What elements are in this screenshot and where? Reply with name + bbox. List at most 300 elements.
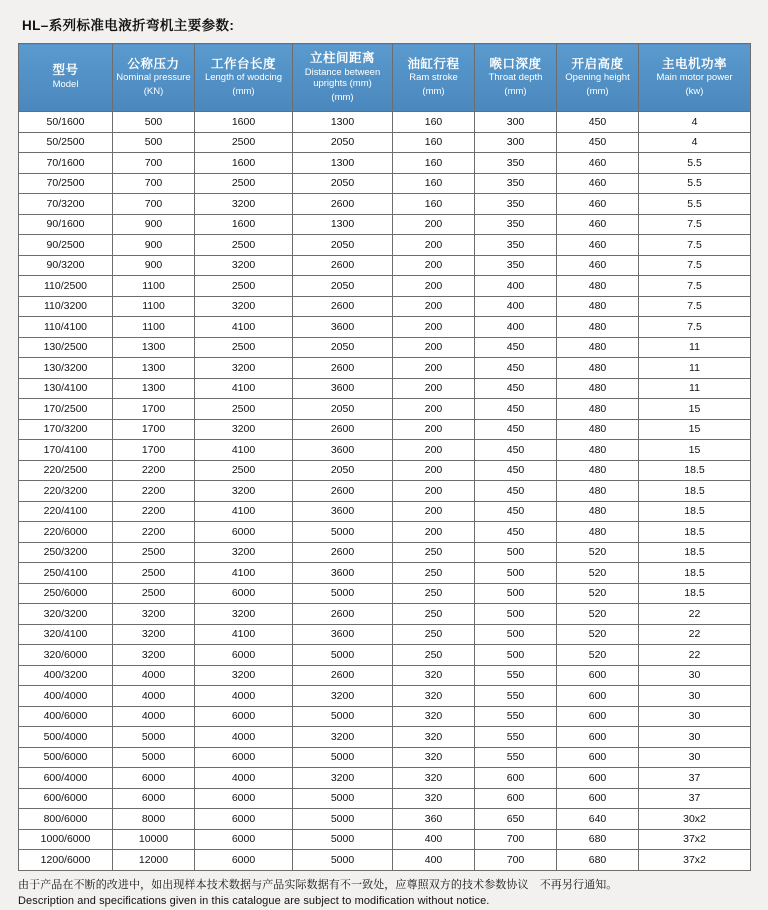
- cell-model: 800/6000: [19, 809, 113, 830]
- table-cell: 30: [639, 706, 751, 727]
- table-cell: 3200: [113, 645, 195, 666]
- table-cell: 680: [557, 850, 639, 871]
- table-cell: 2600: [293, 358, 393, 379]
- cell-model: 70/3200: [19, 194, 113, 215]
- table-cell: 2050: [293, 276, 393, 297]
- table-cell: 200: [393, 235, 475, 256]
- table-cell: 3600: [293, 501, 393, 522]
- table-cell: 550: [475, 686, 557, 707]
- header-unit: (mm): [422, 86, 445, 98]
- cell-model: 90/3200: [19, 255, 113, 276]
- table-cell: 5000: [113, 747, 195, 768]
- table-cell: 500: [475, 645, 557, 666]
- column-header-model: [19, 44, 113, 112]
- table-cell: 320: [393, 727, 475, 748]
- header-en: Model: [52, 78, 79, 90]
- table-cell: 5.5: [639, 153, 751, 174]
- table-cell: 3600: [293, 624, 393, 645]
- column-header-ram-stroke: [393, 44, 475, 112]
- table-cell: 7.5: [639, 255, 751, 276]
- table-cell: 5.5: [639, 194, 751, 215]
- table-cell: 160: [393, 173, 475, 194]
- table-cell: 450: [475, 337, 557, 358]
- table-cell: 200: [393, 501, 475, 522]
- header-en: Throat depth: [488, 72, 543, 84]
- table-cell: 3200: [195, 194, 293, 215]
- table-cell: 1300: [293, 153, 393, 174]
- table-cell: 1300: [113, 358, 195, 379]
- table-cell: 30: [639, 727, 751, 748]
- cell-model: 170/4100: [19, 440, 113, 461]
- cell-model: 220/2500: [19, 460, 113, 481]
- table-cell: 1300: [293, 112, 393, 133]
- table-cell: 700: [475, 850, 557, 871]
- table-cell: 4100: [195, 501, 293, 522]
- table-cell: 320: [393, 706, 475, 727]
- table-cell: 37x2: [639, 850, 751, 871]
- cell-model: 70/2500: [19, 173, 113, 194]
- table-cell: 200: [393, 358, 475, 379]
- table-cell: 200: [393, 317, 475, 338]
- table-cell: 4: [639, 112, 751, 133]
- table-row: [19, 624, 751, 645]
- table-cell: 600: [557, 686, 639, 707]
- table-cell: 2050: [293, 399, 393, 420]
- table-cell: 700: [113, 173, 195, 194]
- table-cell: 200: [393, 296, 475, 317]
- table-row: [19, 173, 751, 194]
- table-row: [19, 440, 751, 461]
- table-cell: 4100: [195, 378, 293, 399]
- table-cell: 200: [393, 378, 475, 399]
- table-cell: 7.5: [639, 296, 751, 317]
- table-cell: 5000: [293, 788, 393, 809]
- table-row: [19, 788, 751, 809]
- table-cell: 250: [393, 645, 475, 666]
- header-unit: (mm): [504, 86, 527, 98]
- table-cell: 520: [557, 604, 639, 625]
- header-unit: (kw): [685, 86, 704, 98]
- table-row: [19, 481, 751, 502]
- table-cell: 6000: [195, 706, 293, 727]
- specifications-table: [18, 43, 751, 871]
- table-cell: 3200: [195, 542, 293, 563]
- cell-model: 320/4100: [19, 624, 113, 645]
- table-cell: 11: [639, 358, 751, 379]
- cell-model: 1200/6000: [19, 850, 113, 871]
- table-cell: 480: [557, 419, 639, 440]
- table-cell: 450: [557, 112, 639, 133]
- cell-model: 500/4000: [19, 727, 113, 748]
- table-cell: 5.5: [639, 173, 751, 194]
- cell-model: 110/3200: [19, 296, 113, 317]
- table-cell: 4100: [195, 563, 293, 584]
- table-cell: 650: [475, 809, 557, 830]
- cell-model: 50/2500: [19, 132, 113, 153]
- table-cell: 480: [557, 337, 639, 358]
- cell-model: 400/6000: [19, 706, 113, 727]
- table-cell: 450: [475, 460, 557, 481]
- cell-model: 220/3200: [19, 481, 113, 502]
- table-cell: 460: [557, 173, 639, 194]
- table-cell: 600: [557, 665, 639, 686]
- table-cell: 11: [639, 337, 751, 358]
- table-cell: 320: [393, 768, 475, 789]
- cell-model: 130/4100: [19, 378, 113, 399]
- table-row: [19, 501, 751, 522]
- table-cell: 700: [475, 829, 557, 850]
- table-cell: 1700: [113, 399, 195, 420]
- table-row: [19, 727, 751, 748]
- table-cell: 6000: [113, 788, 195, 809]
- table-cell: 18.5: [639, 460, 751, 481]
- cell-model: 250/4100: [19, 563, 113, 584]
- table-cell: 11: [639, 378, 751, 399]
- table-cell: 3600: [293, 440, 393, 461]
- table-cell: 4100: [195, 624, 293, 645]
- table-cell: 480: [557, 440, 639, 461]
- table-cell: 5000: [293, 809, 393, 830]
- table-cell: 2600: [293, 665, 393, 686]
- table-cell: 460: [557, 153, 639, 174]
- cell-model: 170/2500: [19, 399, 113, 420]
- table-cell: 3200: [195, 665, 293, 686]
- table-cell: 3600: [293, 563, 393, 584]
- cell-model: 320/6000: [19, 645, 113, 666]
- table-cell: 500: [113, 112, 195, 133]
- table-row: [19, 358, 751, 379]
- table-cell: 37: [639, 768, 751, 789]
- table-cell: 2200: [113, 460, 195, 481]
- table-cell: 2500: [195, 399, 293, 420]
- table-cell: 15: [639, 440, 751, 461]
- header-cn: 主电机功率: [661, 56, 727, 71]
- cell-model: 500/6000: [19, 747, 113, 768]
- cell-model: 1000/6000: [19, 829, 113, 850]
- table-cell: 18.5: [639, 501, 751, 522]
- header-cn: 立柱间距离: [309, 51, 375, 66]
- table-cell: 6000: [113, 768, 195, 789]
- column-header-opening-height: [557, 44, 639, 112]
- footnote-en: Description and specifications given in this catalogue are subject to modification without notice.: [18, 895, 490, 907]
- table-cell: 600: [557, 788, 639, 809]
- cell-model: 90/2500: [19, 235, 113, 256]
- table-row: [19, 563, 751, 584]
- table-cell: 2200: [113, 501, 195, 522]
- table-cell: 640: [557, 809, 639, 830]
- table-cell: 520: [557, 583, 639, 604]
- table-cell: 18.5: [639, 542, 751, 563]
- column-header-throat-depth: [475, 44, 557, 112]
- header-row: [19, 44, 751, 112]
- table-cell: 250: [393, 563, 475, 584]
- table-cell: 3200: [113, 624, 195, 645]
- table-cell: 900: [113, 255, 195, 276]
- table-cell: 250: [393, 624, 475, 645]
- table-cell: 400: [475, 296, 557, 317]
- table-cell: 480: [557, 399, 639, 420]
- table-cell: 37x2: [639, 829, 751, 850]
- table-header: [19, 44, 751, 112]
- table-cell: 6000: [195, 522, 293, 543]
- table-cell: 1300: [293, 214, 393, 235]
- table-cell: 480: [557, 522, 639, 543]
- table-cell: 450: [475, 399, 557, 420]
- table-cell: 400: [393, 850, 475, 871]
- table-cell: 900: [113, 214, 195, 235]
- header-en: Opening height: [565, 72, 630, 84]
- table-cell: 550: [475, 747, 557, 768]
- table-cell: 300: [475, 112, 557, 133]
- cell-model: 250/3200: [19, 542, 113, 563]
- table-row: [19, 153, 751, 174]
- table-cell: 1700: [113, 440, 195, 461]
- table-cell: 5000: [293, 522, 393, 543]
- table-cell: 1100: [113, 317, 195, 338]
- table-cell: 250: [393, 542, 475, 563]
- table-cell: 450: [557, 132, 639, 153]
- table-cell: 350: [475, 235, 557, 256]
- cell-model: 110/2500: [19, 276, 113, 297]
- table-cell: 200: [393, 255, 475, 276]
- table-cell: 18.5: [639, 522, 751, 543]
- table-cell: 200: [393, 440, 475, 461]
- table-cell: 12000: [113, 850, 195, 871]
- page-title: HL–系列标准电液折弯机主要参数:: [22, 18, 235, 33]
- table-cell: 6000: [195, 788, 293, 809]
- table-cell: 200: [393, 214, 475, 235]
- table-cell: 5000: [113, 727, 195, 748]
- table-cell: 4000: [113, 706, 195, 727]
- header-unit: (mm): [586, 86, 609, 98]
- table-cell: 3200: [195, 358, 293, 379]
- table-cell: 2500: [195, 132, 293, 153]
- table-cell: 5000: [293, 850, 393, 871]
- table-cell: 320: [393, 686, 475, 707]
- table-cell: 2200: [113, 481, 195, 502]
- table-cell: 350: [475, 173, 557, 194]
- table-cell: 500: [475, 563, 557, 584]
- table-row: [19, 296, 751, 317]
- table-row: [19, 419, 751, 440]
- cell-model: 250/6000: [19, 583, 113, 604]
- table-cell: 450: [475, 419, 557, 440]
- header-en: Main motor power: [656, 72, 733, 84]
- table-cell: 500: [475, 542, 557, 563]
- table-cell: 18.5: [639, 563, 751, 584]
- table-cell: 8000: [113, 809, 195, 830]
- table-cell: 400: [475, 276, 557, 297]
- table-row: [19, 214, 751, 235]
- table-cell: 600: [475, 788, 557, 809]
- table-cell: 520: [557, 645, 639, 666]
- table-cell: 10000: [113, 829, 195, 850]
- table-cell: 480: [557, 378, 639, 399]
- table-cell: 5000: [293, 583, 393, 604]
- table-cell: 6000: [195, 747, 293, 768]
- table-cell: 3200: [113, 604, 195, 625]
- table-cell: 2500: [195, 276, 293, 297]
- table-cell: 2050: [293, 337, 393, 358]
- cell-model: 130/2500: [19, 337, 113, 358]
- header-cn: 公称压力: [127, 56, 180, 71]
- table-cell: 500: [475, 583, 557, 604]
- table-cell: 22: [639, 604, 751, 625]
- table-cell: 2050: [293, 173, 393, 194]
- table-cell: 450: [475, 501, 557, 522]
- cell-model: 400/4000: [19, 686, 113, 707]
- table-cell: 30: [639, 747, 751, 768]
- table-cell: 200: [393, 276, 475, 297]
- table-row: [19, 768, 751, 789]
- table-cell: 3200: [195, 255, 293, 276]
- table-cell: 2500: [113, 542, 195, 563]
- table-cell: 1600: [195, 112, 293, 133]
- table-cell: 2600: [293, 604, 393, 625]
- table-cell: 450: [475, 522, 557, 543]
- table-cell: 22: [639, 624, 751, 645]
- header-en: Distance between uprights (mm): [304, 66, 381, 89]
- table-cell: 3200: [293, 768, 393, 789]
- table-cell: 480: [557, 481, 639, 502]
- table-cell: 30: [639, 665, 751, 686]
- table-cell: 2600: [293, 419, 393, 440]
- header-cn: 喉口深度: [489, 56, 542, 71]
- table-cell: 2500: [195, 235, 293, 256]
- table-cell: 360: [393, 809, 475, 830]
- table-cell: 480: [557, 296, 639, 317]
- table-row: [19, 747, 751, 768]
- header-en: Length of wodcing: [204, 72, 283, 84]
- table-cell: 1300: [113, 337, 195, 358]
- cell-model: 170/3200: [19, 419, 113, 440]
- table-cell: 300: [475, 132, 557, 153]
- cell-model: 220/4100: [19, 501, 113, 522]
- table-cell: 520: [557, 624, 639, 645]
- table-row: [19, 194, 751, 215]
- header-unit: (KN): [143, 86, 164, 98]
- table-cell: 37: [639, 788, 751, 809]
- table-row: [19, 645, 751, 666]
- table-cell: 2600: [293, 255, 393, 276]
- cell-model: 400/3200: [19, 665, 113, 686]
- table-cell: 400: [393, 829, 475, 850]
- table-cell: 6000: [195, 829, 293, 850]
- table-cell: 550: [475, 665, 557, 686]
- table-cell: 480: [557, 460, 639, 481]
- table-cell: 480: [557, 317, 639, 338]
- table-row: [19, 522, 751, 543]
- cell-model: 90/1600: [19, 214, 113, 235]
- table-cell: 3200: [195, 296, 293, 317]
- table-cell: 7.5: [639, 214, 751, 235]
- table-cell: 500: [475, 624, 557, 645]
- table-cell: 320: [393, 788, 475, 809]
- table-cell: 1600: [195, 153, 293, 174]
- table-cell: 1700: [113, 419, 195, 440]
- table-row: [19, 255, 751, 276]
- table-cell: 320: [393, 747, 475, 768]
- table-row: [19, 665, 751, 686]
- table-cell: 4000: [113, 665, 195, 686]
- table-body: [19, 112, 751, 871]
- table-row: [19, 706, 751, 727]
- column-header-distance-between-uprights: [293, 44, 393, 112]
- table-cell: 600: [557, 706, 639, 727]
- column-header-table-length: [195, 44, 293, 112]
- table-cell: 520: [557, 563, 639, 584]
- cell-model: 320/3200: [19, 604, 113, 625]
- table-row: [19, 583, 751, 604]
- table-cell: 160: [393, 153, 475, 174]
- table-row: [19, 276, 751, 297]
- table-cell: 480: [557, 276, 639, 297]
- cell-model: 600/4000: [19, 768, 113, 789]
- table-cell: 160: [393, 132, 475, 153]
- table-cell: 350: [475, 153, 557, 174]
- table-cell: 480: [557, 358, 639, 379]
- table-cell: 6000: [195, 645, 293, 666]
- table-cell: 600: [557, 768, 639, 789]
- table-cell: 400: [475, 317, 557, 338]
- header-cn: 油缸行程: [407, 56, 460, 71]
- table-cell: 2500: [195, 337, 293, 358]
- table-cell: 160: [393, 194, 475, 215]
- table-cell: 30: [639, 686, 751, 707]
- table-row: [19, 317, 751, 338]
- table-cell: 18.5: [639, 481, 751, 502]
- table-cell: 200: [393, 481, 475, 502]
- table-cell: 6000: [195, 850, 293, 871]
- table-row: [19, 604, 751, 625]
- table-cell: 4000: [195, 727, 293, 748]
- table-cell: 460: [557, 235, 639, 256]
- table-cell: 1100: [113, 276, 195, 297]
- table-cell: 2500: [113, 563, 195, 584]
- table-cell: 520: [557, 542, 639, 563]
- cell-model: 110/4100: [19, 317, 113, 338]
- table-cell: 250: [393, 583, 475, 604]
- table-cell: 480: [557, 501, 639, 522]
- table-row: [19, 829, 751, 850]
- footnote-cn: 由于产品在不断的改进中，如出现样本技术数据与产品实际数据有不一致处，应尊照双方的技术参数协议 不再另行通知。: [18, 878, 618, 891]
- table-row: [19, 132, 751, 153]
- table-cell: 5000: [293, 747, 393, 768]
- cell-model: 70/1600: [19, 153, 113, 174]
- table-cell: 2050: [293, 235, 393, 256]
- table-cell: 3600: [293, 378, 393, 399]
- table-cell: 450: [475, 378, 557, 399]
- table-cell: 4100: [195, 317, 293, 338]
- table-cell: 460: [557, 194, 639, 215]
- table-cell: 7.5: [639, 317, 751, 338]
- table-cell: 200: [393, 522, 475, 543]
- table-row: [19, 460, 751, 481]
- table-cell: 5000: [293, 706, 393, 727]
- table-row: [19, 850, 751, 871]
- table-cell: 1300: [113, 378, 195, 399]
- table-cell: 160: [393, 112, 475, 133]
- table-cell: 2500: [195, 173, 293, 194]
- table-cell: 5000: [293, 645, 393, 666]
- header-cn: 开启高度: [571, 56, 624, 71]
- table-cell: 450: [475, 481, 557, 502]
- table-cell: 4100: [195, 440, 293, 461]
- table-cell: 7.5: [639, 235, 751, 256]
- table-cell: 1100: [113, 296, 195, 317]
- cell-model: 220/6000: [19, 522, 113, 543]
- table-cell: 450: [475, 440, 557, 461]
